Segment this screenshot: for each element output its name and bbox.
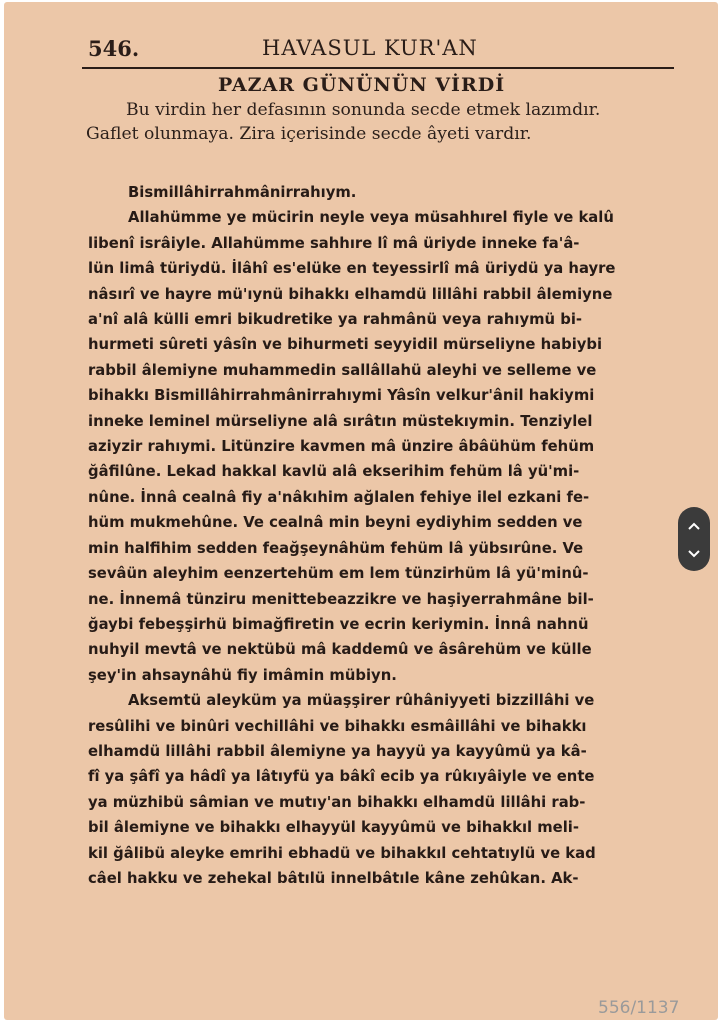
header-rule (82, 67, 674, 69)
text-line: nûne. İnnâ cealnâ fiy a'nâkıhim ağlalen fehiye ilel ezkani fe- (88, 488, 590, 506)
text-line: fî ya şâfî ya hâdî ya lâtıyfü ya bâkî ecib ya rûkıyâiyle ve ente (88, 768, 595, 786)
text-line: ğâfilûne. Lekad hakkal kavlü alâ ekserihim fehüm lâ yü'mi- (88, 463, 580, 481)
text-line: ğaybi febeşşirhü bimağfiretin ve ecrin keriymin. İnnâ nahnü (88, 615, 589, 633)
prayer-text (88, 180, 668, 891)
text-line: hurmeti sûreti yâsîn ve bihurmeti seyyidil mürseliyne habiybi (88, 336, 603, 354)
text-line: inneke leminel mürseliyne alâ sırâtın müstekıymin. Tenziylel (88, 412, 593, 430)
text-line: Aksemtü aleyküm ya müaşşirer rûhâniyyeti bizzillâhi ve (128, 692, 595, 710)
text-line: rabbil âlemiyne muhammedin sallâllahü aleyhi ve selleme ve (88, 361, 597, 379)
text-line: nâsırî ve hayre mü'ıynü bihakkı elhamdü lillâhi rabbil âlemiyne (88, 285, 613, 303)
section-title: PAZAR GÜNÜNÜN VİRDİ (218, 74, 506, 96)
book-page (4, 2, 718, 1020)
intro-line: Gaflet olunmaya. Zira içerisinde secde âyeti vardır. (86, 124, 532, 144)
running-title: HAVASUL KUR'AN (262, 36, 478, 60)
page-header (82, 32, 674, 66)
chevron-down-icon (687, 549, 701, 559)
text-line: resûlihi ve binûri vechillâhi ve bihakkı esmâillâhi ve bihakkı (88, 717, 587, 735)
page-number: 546. (88, 36, 140, 61)
intro-paragraph (86, 98, 670, 146)
text-line: nuhyil mevtâ ve nektübü mâ kaddemû ve âsârehüm ve külle (88, 641, 592, 659)
text-line: aziyzir rahıymi. Litünzire kavmen mâ ünzire âbâühüm fehüm (88, 438, 595, 456)
intro-line: Bu virdin her defasının sonunda secde etmek lazımdır. (126, 100, 601, 120)
text-line: ya müzhibü sâmian ve mutıy'an bihakkı elhamdü lillâhi rab- (88, 793, 586, 811)
page-counter: 556/1137 (598, 998, 680, 1018)
text-line: lün limâ türiydü. İlâhî es'elüke en teyessirlî mâ üriydü ya hayre (88, 260, 616, 278)
text-line: ne. İnnemâ tünziru menittebeazzikre ve haşiyerrahmâne bil- (88, 590, 594, 608)
text-line: Allahümme ye mücirin neyle veya müsahhırel fiyle ve kalû (128, 209, 614, 227)
text-line: elhamdü lillâhi rabbil âlemiyne ya hayyü ya kayyûmü ya kâ- (88, 742, 587, 760)
text-line: min halfihim sedden feağşeynâhüm fehüm lâ yübsırûne. Ve (88, 539, 584, 557)
text-line: kil ğâlibü aleyke emrihi ebhadü ve bihakkıl cehtatıylü ve kad (88, 844, 596, 862)
text-line: câel hakku ve zehekal bâtılü innelbâtıle kâne zehûkan. Ak- (88, 869, 579, 887)
text-line: bil âlemiyne ve bihakkı elhayyül kayyûmü ve bihakkıl meli- (88, 819, 580, 837)
text-line: libenî isrâiyle. Allahümme sahhıre lî mâ üriyde inneke fa'â- (88, 234, 580, 252)
text-line: sevâün aleyhim eenzertehüm em lem tünzirhüm lâ yü'minû- (88, 565, 589, 583)
text-line: şey'in ahsaynâhü fiy imâmin mübiyn. (88, 666, 397, 684)
scroll-down-button[interactable] (678, 538, 710, 568)
text-line: Bismillâhirrahmânirrahıym. (128, 184, 357, 201)
chevron-up-icon (687, 521, 701, 531)
text-line: bihakkı Bismillâhirrahmânirrahıymi Yâsîn velkur'ânil hakiymi (88, 387, 595, 405)
text-line: a'nî alâ külli emri bikudretike ya rahmânü veya rahıymü bi- (88, 311, 583, 329)
text-line: hüm mukmehûne. Ve cealnâ min beyni eydiyhim sedden ve (88, 514, 583, 532)
page-scroll-control (678, 507, 710, 571)
scroll-up-button[interactable] (678, 510, 710, 540)
